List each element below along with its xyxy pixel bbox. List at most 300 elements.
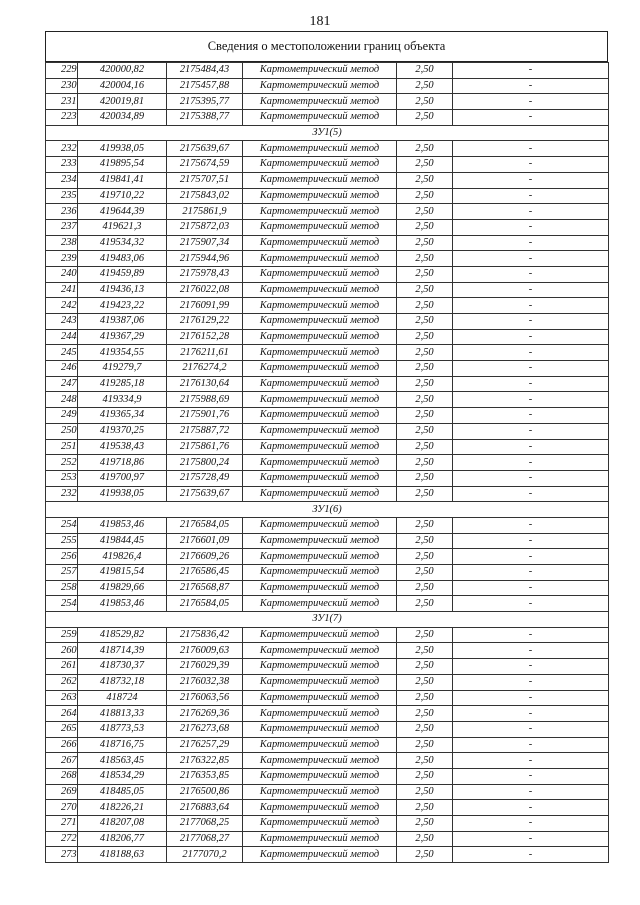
x-coordinate-cell: 419826,4 bbox=[78, 549, 167, 565]
point-number-cell: 243 bbox=[46, 314, 78, 330]
method-cell: Картометрический метод bbox=[243, 329, 397, 345]
accuracy-cell: 2,50 bbox=[397, 486, 453, 502]
x-coordinate-cell: 419354,55 bbox=[78, 345, 167, 361]
description-cell: - bbox=[453, 376, 609, 392]
description-cell: - bbox=[453, 345, 609, 361]
accuracy-cell: 2,50 bbox=[397, 282, 453, 298]
method-cell: Картометрический метод bbox=[243, 423, 397, 439]
x-coordinate-cell: 418773,53 bbox=[78, 721, 167, 737]
table-row bbox=[46, 266, 609, 282]
point-number-cell: 266 bbox=[46, 737, 78, 753]
method-cell: Картометрический метод bbox=[243, 455, 397, 471]
description-cell: - bbox=[453, 690, 609, 706]
x-coordinate-cell: 419938,05 bbox=[78, 486, 167, 502]
accuracy-cell: 2,50 bbox=[397, 737, 453, 753]
description-cell: - bbox=[453, 800, 609, 816]
y-coordinate-cell: 2176022,08 bbox=[167, 282, 243, 298]
accuracy-cell: 2,50 bbox=[397, 94, 453, 110]
y-coordinate-cell: 2176568,87 bbox=[167, 580, 243, 596]
y-coordinate-cell: 2175457,88 bbox=[167, 78, 243, 94]
point-number-cell: 262 bbox=[46, 674, 78, 690]
x-coordinate-cell: 418206,77 bbox=[78, 831, 167, 847]
x-coordinate-cell: 418714,39 bbox=[78, 643, 167, 659]
description-cell: - bbox=[453, 549, 609, 565]
description-cell: - bbox=[453, 455, 609, 471]
description-cell: - bbox=[453, 753, 609, 769]
boundary-table-container bbox=[45, 31, 608, 863]
table-row bbox=[46, 517, 609, 533]
x-coordinate-cell: 418724 bbox=[78, 690, 167, 706]
point-number-cell: 271 bbox=[46, 816, 78, 832]
description-cell: - bbox=[453, 423, 609, 439]
point-number-cell: 237 bbox=[46, 219, 78, 235]
y-coordinate-cell: 2176584,05 bbox=[167, 517, 243, 533]
accuracy-cell: 2,50 bbox=[397, 235, 453, 251]
x-coordinate-cell: 419853,46 bbox=[78, 517, 167, 533]
point-number-cell: 254 bbox=[46, 596, 78, 612]
accuracy-cell: 2,50 bbox=[397, 706, 453, 722]
x-coordinate-cell: 419938,05 bbox=[78, 141, 167, 157]
y-coordinate-cell: 2176257,29 bbox=[167, 737, 243, 753]
point-number-cell: 238 bbox=[46, 235, 78, 251]
description-cell: - bbox=[453, 439, 609, 455]
table-row bbox=[46, 172, 609, 188]
method-cell: Картометрический метод bbox=[243, 141, 397, 157]
section-header-row bbox=[46, 502, 609, 518]
accuracy-cell: 2,50 bbox=[397, 721, 453, 737]
description-cell: - bbox=[453, 141, 609, 157]
table-row bbox=[46, 784, 609, 800]
point-number-cell: 268 bbox=[46, 768, 78, 784]
section-label: ЗУ1(7) bbox=[46, 612, 609, 628]
x-coordinate-cell: 419841,41 bbox=[78, 172, 167, 188]
accuracy-cell: 2,50 bbox=[397, 659, 453, 675]
x-coordinate-cell: 419370,25 bbox=[78, 423, 167, 439]
point-number-cell: 258 bbox=[46, 580, 78, 596]
x-coordinate-cell: 418563,45 bbox=[78, 753, 167, 769]
description-cell: - bbox=[453, 298, 609, 314]
accuracy-cell: 2,50 bbox=[397, 345, 453, 361]
point-number-cell: 236 bbox=[46, 204, 78, 220]
table-row bbox=[46, 298, 609, 314]
method-cell: Картометрический метод bbox=[243, 690, 397, 706]
table-row bbox=[46, 659, 609, 675]
y-coordinate-cell: 2175843,02 bbox=[167, 188, 243, 204]
y-coordinate-cell: 2175674,59 bbox=[167, 157, 243, 173]
y-coordinate-cell: 2176500,86 bbox=[167, 784, 243, 800]
description-cell: - bbox=[453, 627, 609, 643]
table-row bbox=[46, 392, 609, 408]
table-row bbox=[46, 596, 609, 612]
method-cell: Картометрический метод bbox=[243, 204, 397, 220]
point-number-cell: 229 bbox=[46, 63, 78, 79]
point-number-cell: 241 bbox=[46, 282, 78, 298]
x-coordinate-cell: 420034,89 bbox=[78, 110, 167, 126]
point-number-cell: 259 bbox=[46, 627, 78, 643]
description-cell: - bbox=[453, 361, 609, 377]
accuracy-cell: 2,50 bbox=[397, 188, 453, 204]
table-row bbox=[46, 204, 609, 220]
x-coordinate-cell: 418534,29 bbox=[78, 768, 167, 784]
description-cell: - bbox=[453, 565, 609, 581]
x-coordinate-cell: 418226,21 bbox=[78, 800, 167, 816]
point-number-cell: 247 bbox=[46, 376, 78, 392]
point-number-cell: 261 bbox=[46, 659, 78, 675]
description-cell: - bbox=[453, 706, 609, 722]
x-coordinate-cell: 418732,18 bbox=[78, 674, 167, 690]
x-coordinate-cell: 419459,89 bbox=[78, 266, 167, 282]
table-row bbox=[46, 580, 609, 596]
y-coordinate-cell: 2176129,22 bbox=[167, 314, 243, 330]
table-row bbox=[46, 643, 609, 659]
point-number-cell: 230 bbox=[46, 78, 78, 94]
y-coordinate-cell: 2175901,76 bbox=[167, 408, 243, 424]
accuracy-cell: 2,50 bbox=[397, 219, 453, 235]
y-coordinate-cell: 2176211,61 bbox=[167, 345, 243, 361]
accuracy-cell: 2,50 bbox=[397, 423, 453, 439]
point-number-cell: 251 bbox=[46, 439, 78, 455]
point-number-cell: 260 bbox=[46, 643, 78, 659]
table-row bbox=[46, 78, 609, 94]
method-cell: Картометрический метод bbox=[243, 831, 397, 847]
description-cell: - bbox=[453, 329, 609, 345]
point-number-cell: 272 bbox=[46, 831, 78, 847]
y-coordinate-cell: 2177070,2 bbox=[167, 847, 243, 863]
x-coordinate-cell: 418813,33 bbox=[78, 706, 167, 722]
description-cell: - bbox=[453, 596, 609, 612]
description-cell: - bbox=[453, 470, 609, 486]
page-number: 181 bbox=[309, 14, 331, 29]
y-coordinate-cell: 2177068,27 bbox=[167, 831, 243, 847]
x-coordinate-cell: 419538,43 bbox=[78, 439, 167, 455]
accuracy-cell: 2,50 bbox=[397, 627, 453, 643]
accuracy-cell: 2,50 bbox=[397, 643, 453, 659]
method-cell: Картометрический метод bbox=[243, 408, 397, 424]
point-number-cell: 246 bbox=[46, 361, 78, 377]
y-coordinate-cell: 2177068,25 bbox=[167, 816, 243, 832]
description-cell: - bbox=[453, 219, 609, 235]
x-coordinate-cell: 419621,3 bbox=[78, 219, 167, 235]
x-coordinate-cell: 419895,54 bbox=[78, 157, 167, 173]
method-cell: Картометрический метод bbox=[243, 580, 397, 596]
table-row bbox=[46, 376, 609, 392]
description-cell: - bbox=[453, 63, 609, 79]
point-number-cell: 244 bbox=[46, 329, 78, 345]
y-coordinate-cell: 2176601,09 bbox=[167, 533, 243, 549]
accuracy-cell: 2,50 bbox=[397, 533, 453, 549]
point-number-cell: 255 bbox=[46, 533, 78, 549]
point-number-cell: 232 bbox=[46, 141, 78, 157]
coordinates-table-body bbox=[46, 63, 609, 863]
table-row bbox=[46, 63, 609, 79]
method-cell: Картометрический метод bbox=[243, 706, 397, 722]
description-cell: - bbox=[453, 674, 609, 690]
point-number-cell: 267 bbox=[46, 753, 78, 769]
accuracy-cell: 2,50 bbox=[397, 596, 453, 612]
table-row bbox=[46, 627, 609, 643]
y-coordinate-cell: 2176586,45 bbox=[167, 565, 243, 581]
description-cell: - bbox=[453, 314, 609, 330]
method-cell: Картометрический метод bbox=[243, 219, 397, 235]
table-row bbox=[46, 408, 609, 424]
accuracy-cell: 2,50 bbox=[397, 549, 453, 565]
table-row bbox=[46, 141, 609, 157]
table-row bbox=[46, 282, 609, 298]
y-coordinate-cell: 2175944,96 bbox=[167, 251, 243, 267]
x-coordinate-cell: 419844,45 bbox=[78, 533, 167, 549]
accuracy-cell: 2,50 bbox=[397, 251, 453, 267]
y-coordinate-cell: 2176322,85 bbox=[167, 753, 243, 769]
accuracy-cell: 2,50 bbox=[397, 690, 453, 706]
description-cell: - bbox=[453, 172, 609, 188]
y-coordinate-cell: 2176273,68 bbox=[167, 721, 243, 737]
method-cell: Картометрический метод bbox=[243, 266, 397, 282]
method-cell: Картометрический метод bbox=[243, 376, 397, 392]
description-cell: - bbox=[453, 204, 609, 220]
table-row bbox=[46, 768, 609, 784]
point-number-cell: 223 bbox=[46, 110, 78, 126]
y-coordinate-cell: 2175388,77 bbox=[167, 110, 243, 126]
point-number-cell: 273 bbox=[46, 847, 78, 863]
method-cell: Картометрический метод bbox=[243, 565, 397, 581]
accuracy-cell: 2,50 bbox=[397, 847, 453, 863]
accuracy-cell: 2,50 bbox=[397, 157, 453, 173]
x-coordinate-cell: 418730,37 bbox=[78, 659, 167, 675]
accuracy-cell: 2,50 bbox=[397, 800, 453, 816]
method-cell: Картометрический метод bbox=[243, 627, 397, 643]
table-row bbox=[46, 455, 609, 471]
table-row bbox=[46, 361, 609, 377]
y-coordinate-cell: 2176032,38 bbox=[167, 674, 243, 690]
accuracy-cell: 2,50 bbox=[397, 392, 453, 408]
x-coordinate-cell: 419367,29 bbox=[78, 329, 167, 345]
table-row bbox=[46, 706, 609, 722]
method-cell: Картометрический метод bbox=[243, 847, 397, 863]
x-coordinate-cell: 419644,39 bbox=[78, 204, 167, 220]
table-row bbox=[46, 439, 609, 455]
accuracy-cell: 2,50 bbox=[397, 298, 453, 314]
table-row bbox=[46, 533, 609, 549]
method-cell: Картометрический метод bbox=[243, 188, 397, 204]
method-cell: Картометрический метод bbox=[243, 486, 397, 502]
point-number-cell: 232 bbox=[46, 486, 78, 502]
method-cell: Картометрический метод bbox=[243, 361, 397, 377]
table-row bbox=[46, 847, 609, 863]
accuracy-cell: 2,50 bbox=[397, 78, 453, 94]
description-cell: - bbox=[453, 847, 609, 863]
method-cell: Картометрический метод bbox=[243, 533, 397, 549]
y-coordinate-cell: 2176353,85 bbox=[167, 768, 243, 784]
x-coordinate-cell: 419334,9 bbox=[78, 392, 167, 408]
table-row bbox=[46, 423, 609, 439]
description-cell: - bbox=[453, 659, 609, 675]
method-cell: Картометрический метод bbox=[243, 78, 397, 94]
x-coordinate-cell: 419387,06 bbox=[78, 314, 167, 330]
section-header-row bbox=[46, 612, 609, 628]
y-coordinate-cell: 2175861,9 bbox=[167, 204, 243, 220]
accuracy-cell: 2,50 bbox=[397, 470, 453, 486]
x-coordinate-cell: 419365,34 bbox=[78, 408, 167, 424]
description-cell: - bbox=[453, 110, 609, 126]
method-cell: Картометрический метод bbox=[243, 63, 397, 79]
description-cell: - bbox=[453, 392, 609, 408]
method-cell: Картометрический метод bbox=[243, 298, 397, 314]
point-number-cell: 242 bbox=[46, 298, 78, 314]
description-cell: - bbox=[453, 486, 609, 502]
y-coordinate-cell: 2175639,67 bbox=[167, 141, 243, 157]
x-coordinate-cell: 419700,97 bbox=[78, 470, 167, 486]
table-row bbox=[46, 549, 609, 565]
x-coordinate-cell: 419829,66 bbox=[78, 580, 167, 596]
x-coordinate-cell: 418485,05 bbox=[78, 784, 167, 800]
point-number-cell: 269 bbox=[46, 784, 78, 800]
x-coordinate-cell: 419710,22 bbox=[78, 188, 167, 204]
description-cell: - bbox=[453, 266, 609, 282]
method-cell: Картометрический метод bbox=[243, 784, 397, 800]
accuracy-cell: 2,50 bbox=[397, 768, 453, 784]
method-cell: Картометрический метод bbox=[243, 157, 397, 173]
y-coordinate-cell: 2175988,69 bbox=[167, 392, 243, 408]
table-row bbox=[46, 674, 609, 690]
table-row bbox=[46, 345, 609, 361]
accuracy-cell: 2,50 bbox=[397, 329, 453, 345]
accuracy-cell: 2,50 bbox=[397, 455, 453, 471]
y-coordinate-cell: 2175978,43 bbox=[167, 266, 243, 282]
x-coordinate-cell: 420000,82 bbox=[78, 63, 167, 79]
table-row bbox=[46, 235, 609, 251]
table-row bbox=[46, 110, 609, 126]
method-cell: Картометрический метод bbox=[243, 659, 397, 675]
y-coordinate-cell: 2175395,77 bbox=[167, 94, 243, 110]
point-number-cell: 256 bbox=[46, 549, 78, 565]
point-number-cell: 254 bbox=[46, 517, 78, 533]
accuracy-cell: 2,50 bbox=[397, 172, 453, 188]
y-coordinate-cell: 2176584,05 bbox=[167, 596, 243, 612]
table-row bbox=[46, 219, 609, 235]
description-cell: - bbox=[453, 408, 609, 424]
table-row bbox=[46, 737, 609, 753]
table-row bbox=[46, 831, 609, 847]
point-number-cell: 257 bbox=[46, 565, 78, 581]
description-cell: - bbox=[453, 768, 609, 784]
method-cell: Картометрический метод bbox=[243, 439, 397, 455]
section-header-row bbox=[46, 125, 609, 141]
description-cell: - bbox=[453, 533, 609, 549]
coordinates-table bbox=[45, 62, 609, 863]
table-row bbox=[46, 314, 609, 330]
y-coordinate-cell: 2175861,76 bbox=[167, 439, 243, 455]
description-cell: - bbox=[453, 784, 609, 800]
accuracy-cell: 2,50 bbox=[397, 63, 453, 79]
accuracy-cell: 2,50 bbox=[397, 110, 453, 126]
point-number-cell: 234 bbox=[46, 172, 78, 188]
description-cell: - bbox=[453, 737, 609, 753]
method-cell: Картометрический метод bbox=[243, 753, 397, 769]
description-cell: - bbox=[453, 517, 609, 533]
description-cell: - bbox=[453, 643, 609, 659]
x-coordinate-cell: 420004,16 bbox=[78, 78, 167, 94]
point-number-cell: 249 bbox=[46, 408, 78, 424]
y-coordinate-cell: 2176274,2 bbox=[167, 361, 243, 377]
accuracy-cell: 2,50 bbox=[397, 753, 453, 769]
method-cell: Картометрический метод bbox=[243, 470, 397, 486]
y-coordinate-cell: 2175707,51 bbox=[167, 172, 243, 188]
method-cell: Картометрический метод bbox=[243, 768, 397, 784]
x-coordinate-cell: 419285,18 bbox=[78, 376, 167, 392]
x-coordinate-cell: 419423,22 bbox=[78, 298, 167, 314]
point-number-cell: 270 bbox=[46, 800, 78, 816]
accuracy-cell: 2,50 bbox=[397, 816, 453, 832]
point-number-cell: 264 bbox=[46, 706, 78, 722]
method-cell: Картометрический метод bbox=[243, 517, 397, 533]
point-number-cell: 245 bbox=[46, 345, 78, 361]
accuracy-cell: 2,50 bbox=[397, 517, 453, 533]
accuracy-cell: 2,50 bbox=[397, 674, 453, 690]
accuracy-cell: 2,50 bbox=[397, 204, 453, 220]
method-cell: Картометрический метод bbox=[243, 282, 397, 298]
y-coordinate-cell: 2175484,43 bbox=[167, 63, 243, 79]
accuracy-cell: 2,50 bbox=[397, 408, 453, 424]
description-cell: - bbox=[453, 188, 609, 204]
point-number-cell: 263 bbox=[46, 690, 78, 706]
y-coordinate-cell: 2176130,64 bbox=[167, 376, 243, 392]
method-cell: Картометрический метод bbox=[243, 674, 397, 690]
description-cell: - bbox=[453, 78, 609, 94]
x-coordinate-cell: 419483,06 bbox=[78, 251, 167, 267]
point-number-cell: 250 bbox=[46, 423, 78, 439]
x-coordinate-cell: 419718,86 bbox=[78, 455, 167, 471]
method-cell: Картометрический метод bbox=[243, 816, 397, 832]
y-coordinate-cell: 2175872,03 bbox=[167, 219, 243, 235]
method-cell: Картометрический метод bbox=[243, 251, 397, 267]
description-cell: - bbox=[453, 282, 609, 298]
x-coordinate-cell: 418188,63 bbox=[78, 847, 167, 863]
table-row bbox=[46, 188, 609, 204]
accuracy-cell: 2,50 bbox=[397, 266, 453, 282]
accuracy-cell: 2,50 bbox=[397, 376, 453, 392]
description-cell: - bbox=[453, 580, 609, 596]
accuracy-cell: 2,50 bbox=[397, 141, 453, 157]
method-cell: Картометрический метод bbox=[243, 172, 397, 188]
table-row bbox=[46, 94, 609, 110]
description-cell: - bbox=[453, 831, 609, 847]
x-coordinate-cell: 419436,13 bbox=[78, 282, 167, 298]
y-coordinate-cell: 2176883,64 bbox=[167, 800, 243, 816]
table-row bbox=[46, 157, 609, 173]
y-coordinate-cell: 2175907,34 bbox=[167, 235, 243, 251]
table-row bbox=[46, 486, 609, 502]
method-cell: Картометрический метод bbox=[243, 737, 397, 753]
description-cell: - bbox=[453, 235, 609, 251]
table-row bbox=[46, 800, 609, 816]
point-number-cell: 239 bbox=[46, 251, 78, 267]
description-cell: - bbox=[453, 94, 609, 110]
y-coordinate-cell: 2176609,26 bbox=[167, 549, 243, 565]
accuracy-cell: 2,50 bbox=[397, 784, 453, 800]
x-coordinate-cell: 419279,7 bbox=[78, 361, 167, 377]
x-coordinate-cell: 419853,46 bbox=[78, 596, 167, 612]
y-coordinate-cell: 2176063,56 bbox=[167, 690, 243, 706]
method-cell: Картометрический метод bbox=[243, 800, 397, 816]
method-cell: Картометрический метод bbox=[243, 392, 397, 408]
x-coordinate-cell: 420019,81 bbox=[78, 94, 167, 110]
y-coordinate-cell: 2175639,67 bbox=[167, 486, 243, 502]
x-coordinate-cell: 418716,75 bbox=[78, 737, 167, 753]
accuracy-cell: 2,50 bbox=[397, 565, 453, 581]
table-row bbox=[46, 565, 609, 581]
y-coordinate-cell: 2176091,99 bbox=[167, 298, 243, 314]
description-cell: - bbox=[453, 721, 609, 737]
